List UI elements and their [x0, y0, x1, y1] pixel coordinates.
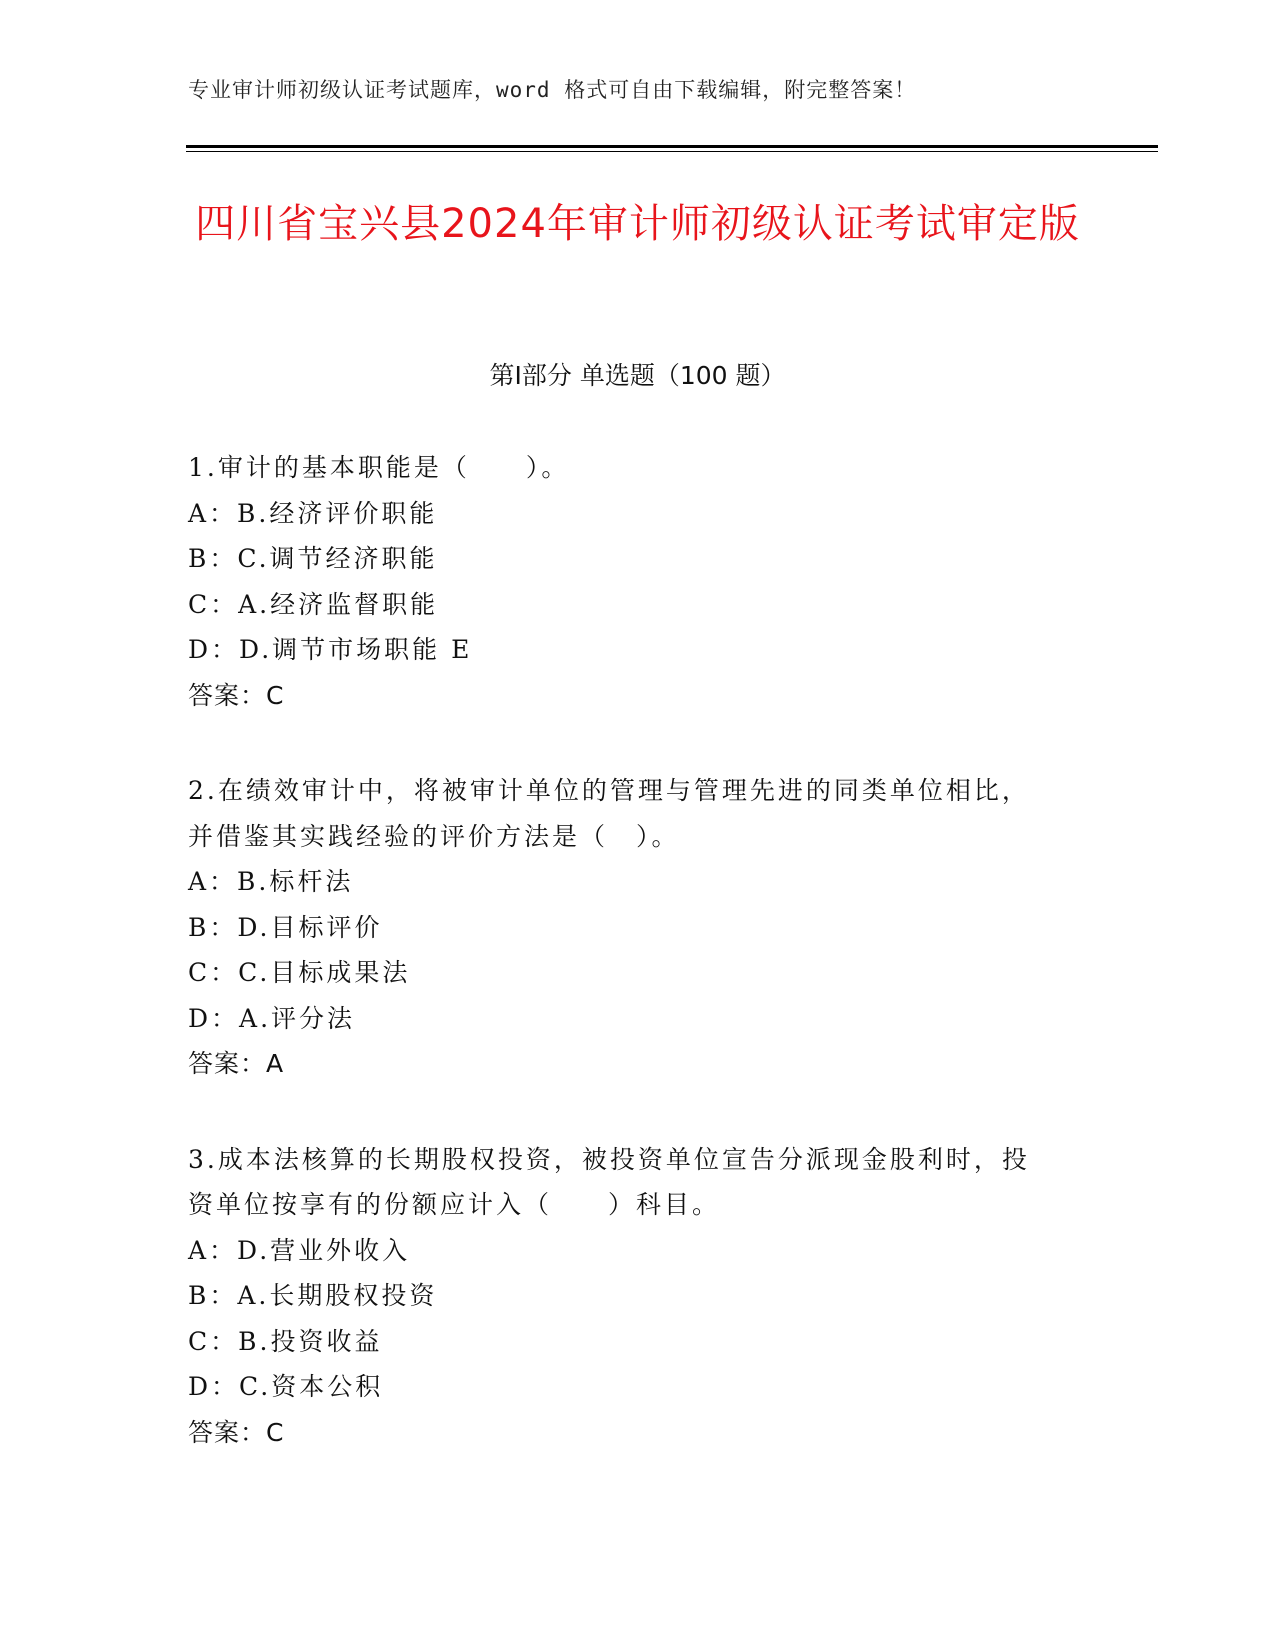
option-b: B：C.调节经济职能 — [188, 544, 438, 573]
question-stem-line: 3.成本法核算的长期股权投资，被投资单位宣告分派现金股利时，投 — [188, 1144, 1030, 1174]
section-heading: 第Ⅰ部分 单选题（100 题） — [489, 361, 786, 390]
option-c: C：C.目标成果法 — [188, 958, 411, 987]
header-divider-thick — [186, 145, 1158, 148]
option-a: A：B.标杆法 — [188, 867, 354, 896]
question-3 — [188, 1137, 1088, 1456]
question-1 — [188, 445, 1088, 718]
option-a: A：D.营业外收入 — [188, 1235, 411, 1265]
option-a: A：B.经济评价职能 — [188, 498, 438, 528]
header-note: 专业审计师初级认证考试题库，word 格式可自由下载编辑，附完整答案！ — [188, 78, 917, 102]
answer-label: 答案：C — [188, 1417, 285, 1447]
option-c: C：B.投资收益 — [188, 1326, 383, 1356]
question-stem: 1.审计的基本职能是（ ）。 — [188, 453, 570, 482]
option-d: D：C.资本公积 — [188, 1372, 384, 1401]
question-stem-line: 2.在绩效审计中，将被审计单位的管理与管理先进的同类单位相比， — [188, 776, 1030, 805]
header-divider-thin — [186, 151, 1158, 152]
option-c: C：A.经济监督职能 — [188, 589, 439, 619]
option-d: D：A.评分法 — [188, 1003, 356, 1033]
option-d: D：D.调节市场职能 E — [188, 635, 473, 664]
answer-label: 答案：A — [188, 1049, 285, 1078]
question-2 — [188, 768, 1088, 1087]
answer-label: 答案：C — [188, 680, 285, 710]
question-stem-line: 并借鉴其实践经验的评价方法是（ ）。 — [188, 821, 680, 851]
question-stem-line: 资单位按享有的份额应计入（ ）科目。 — [188, 1190, 721, 1219]
option-b: B：D.目标评价 — [188, 912, 383, 942]
option-b: B：A.长期股权投资 — [188, 1281, 438, 1310]
document-title: 四川省宝兴县2024年审计师初级认证考试审定版 — [195, 201, 1080, 247]
question-list — [188, 445, 1088, 1505]
